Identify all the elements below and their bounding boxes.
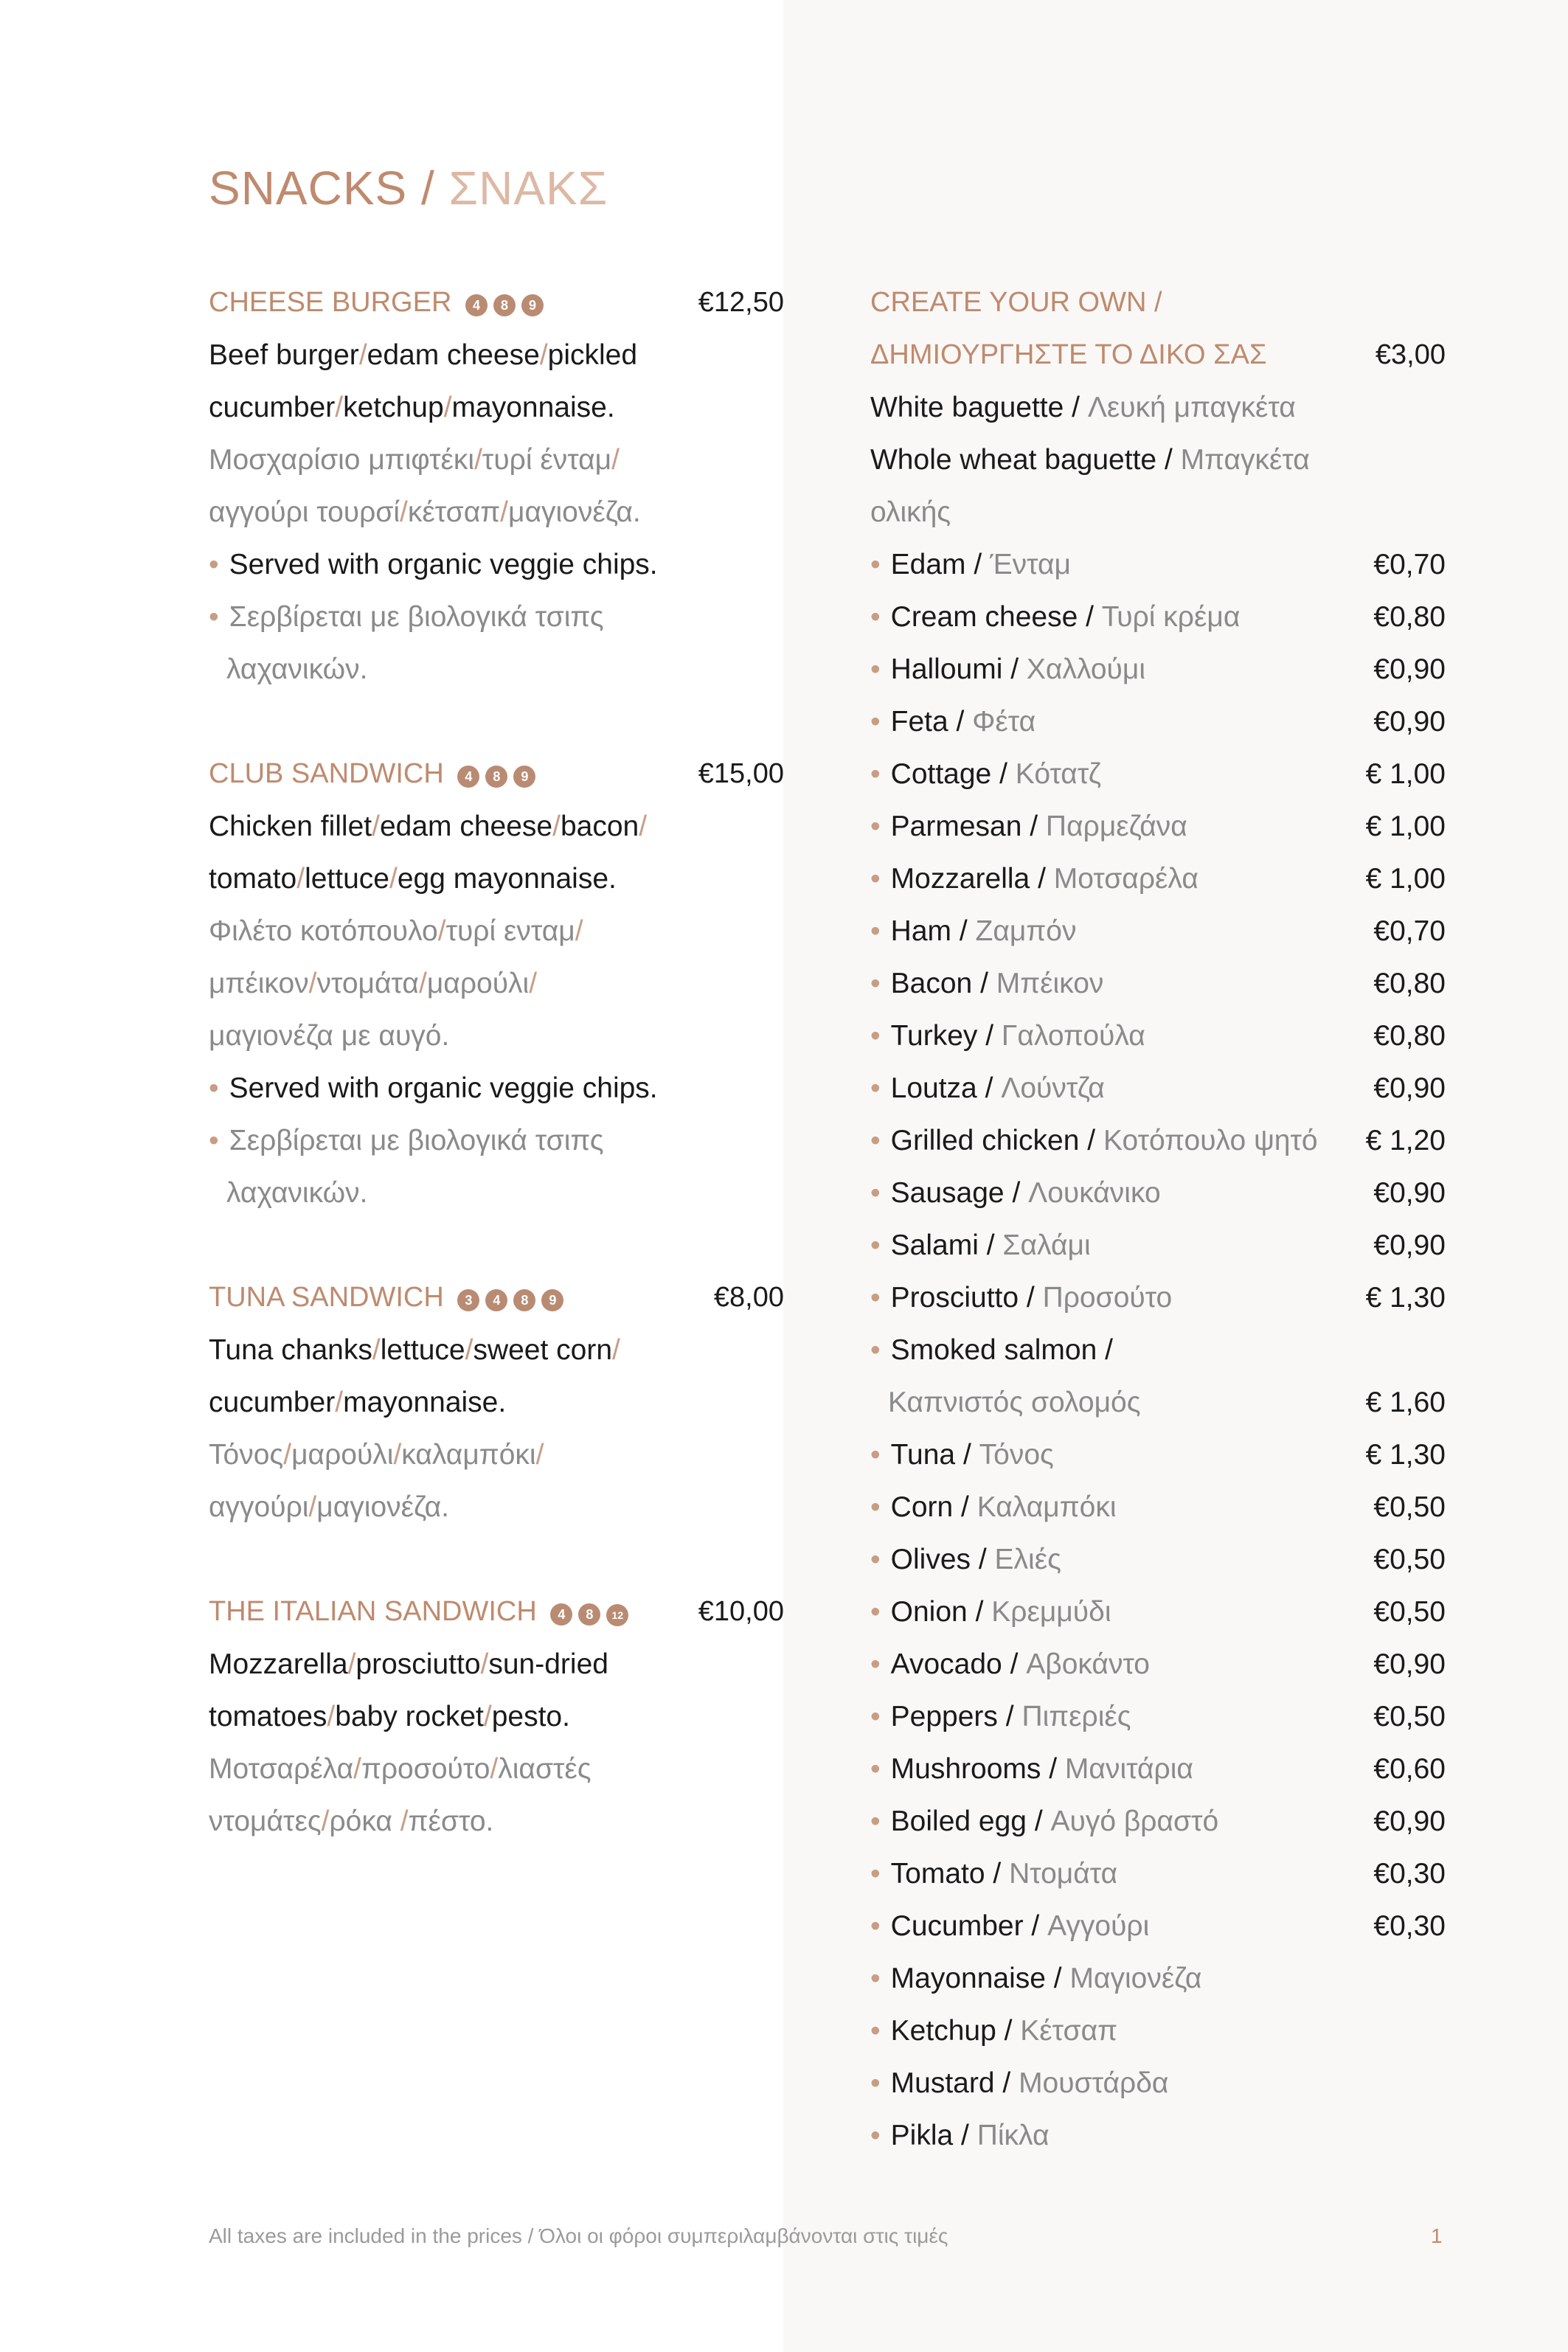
tuna-sandwich-price: €8,00 [713, 1282, 784, 1313]
tuna-sandwich-desc-en: Tuna chanks/lettuce/sweet corn/ [209, 1334, 620, 1366]
club-sandwich-desc-gr: Φιλέτο κοτόπουλο/τυρί ενταμ/ [209, 915, 583, 947]
footer-note: All taxes are included in the prices / Όλοι οι φόροι συμπεριλαμβάνονται στις τιμές [209, 2224, 948, 2247]
list-item: • Turkey / Γαλοπούλα €0,80 [870, 1020, 1446, 1052]
allergen-badges: 4 8 12 [550, 1584, 634, 1637]
list-item: • Mayonnaise / Μαγιονέζα [870, 1963, 1202, 1994]
list-item: • Salami / Σαλάμι €0,90 [870, 1229, 1446, 1261]
cheese-burger-heading: CHEESE BURGER 4 8 9 €12,50 [209, 277, 784, 329]
allergen-badges: 3 4 8 9 [457, 1270, 569, 1322]
list-item: • Cucumber / Αγγούρι €0,30 [870, 1910, 1446, 1942]
italian-sandwich-desc-gr: Μοτσαρέλα/προσούτο/λιαστές [209, 1753, 592, 1785]
list-item: • Peppers / Πιπεριές €0,50 [870, 1701, 1446, 1732]
list-item: • Grilled chicken / Κοτόπουλο ψητό € 1,20 [870, 1125, 1446, 1156]
club-sandwich-desc-en: Chicken fillet/edam cheese/bacon/ [209, 811, 648, 842]
allergen-badges: 4 8 9 [465, 275, 549, 327]
list-item: • Tuna / Τόνος € 1,30 [870, 1439, 1446, 1471]
white-baguette: White baguette / Λευκή μπαγκέτα [870, 392, 1296, 423]
cheese-burger-price: €12,50 [698, 287, 784, 318]
left-column: CHEESE BURGER 4 8 9 €12,50 Beef burger/edam cheese/pickled cucumber/ketchup/mayonnaise. Μοσχαρίσιο μπιφτέκι/τυρί ένταμ/ αγγούρι τουρσί/κέτσαπ/μαγιονέζα. • Served with organic veggie chips. • Σερβίρεται με βιολογικά τσιπς λαχανικών. CLUB SANDWICH 4 8 9 €15,00 Chicken fillet/edam cheese/bacon/ tomato/lettuce/egg mayonnaise. Φιλέτο κοτόπουλο/τυρί ενταμ/ μπέικον/ντομάτα/μαρούλι/ μαγιονέζα με αυγό. • Served with organic veggie chips. • Σερβίρεται με βιολογικά τσιπς λαχανικών. TUNA SANDWICH 3 4 8 9 €8,00 Tuna chanks/lettuce/sweet corn/ cucumber/mayonnaise. Τόνος/μαρούλι/καλαμπόκι/ αγγούρι/μαγιονέζα. THE ITALIAN SANDWICH 4 8 12 €10,00 Mozzarella/prosciutto/sun-dried tomatoes/baby rocket/pesto. Μοτσαρέλα/προσούτο/λιαστές ντομάτες/ρόκα /πέστο. [209, 277, 784, 1848]
extras-list-2 [870, 1429, 1446, 2162]
list-item: • Ham / Ζαμπόν €0,70 [870, 915, 1446, 947]
list-item: • Loutza / Λούντζα €0,90 [870, 1072, 1446, 1104]
italian-sandwich-desc-en: Mozzarella/prosciutto/sun-dried [209, 1648, 608, 1680]
create-your-own-heading: CREATE YOUR OWN / [870, 287, 1162, 318]
cheese-burger-served-en: • Served with organic veggie chips. [209, 549, 658, 580]
list-item: • Halloumi / Χαλλούμι €0,90 [870, 653, 1446, 685]
list-item: • Prosciutto / Προσούτο € 1,30 [870, 1282, 1446, 1314]
list-item: • Avocado / Αβοκάντο €0,90 [870, 1648, 1446, 1680]
club-sandwich-heading: CLUB SANDWICH 4 8 9 €15,00 [209, 748, 784, 800]
right-column: CREATE YOUR OWN / ΔΗΜΙΟΥΡΓΗΣΤΕ ΤΟ ΔΙΚΟ ΣΑΣ €3,00 White baguette / Λευκή μπαγκέτα Whole wheat baguette / Μπαγκέτα ολικής • Edam / Ένταμ €0,70 • Cream cheese / Τυρί κρέμα €0,80 • Halloumi / Χαλλούμι €0,90 • Feta / Φέτα €0,90 • Cottage / Κότατζ € 1,00 • Parmesan / Παρμεζάνα € 1,00 • Mozzarella / Μοτσαρέλα € 1,00 • Ham / Ζαμπόν €0,70 • Bacon / Μπέικον €0,80 • Turkey / Γαλοπούλα €0,80 • Loutza / Λούντζα €0,90 • Grilled chicken / Κοτόπουλο ψητό € 1,20 • Sausage / Λουκάνικο €0,90 • Salami / Σαλάμι €0,90 • Prosciutto / Προσούτο € 1,30 • Smoked salmon / Καπνιστός σολομός € 1,60 • Tuna / Τόνος € 1,30 • Corn / Καλαμπόκι €0,50 • Olives / Ελιές €0,50 • Onion / Κρεμμύδι €0,50 • Avocado / Αβοκάντο €0,90 • Peppers / Πιπεριές €0,50 • Mushrooms / Μανιτάρια €0,60 • Boiled egg / Αυγό βραστό €0,90 • Tomato / Ντομάτα €0,30 • Cucumber / Αγγούρι €0,30 • Mayonnaise / Μαγιονέζα • Ketchup / Κέτσαπ • Mustard / Μουστάρδα • Pikla / Πίκλα [870, 277, 1446, 2162]
cheese-burger-desc-gr: Μοσχαρίσιο μπιφτέκι/τυρί ένταμ/ [209, 444, 620, 476]
italian-sandwich-heading: THE ITALIAN SANDWICH 4 8 12 €10,00 [209, 1586, 784, 1638]
extras-list [870, 538, 1446, 1324]
club-sandwich-served-en: • Served with organic veggie chips. [209, 1072, 658, 1104]
list-item: • Feta / Φέτα €0,90 [870, 706, 1446, 738]
page-title: SNACKS / ΣΝΑΚΣ [209, 162, 608, 215]
list-item: • Parmesan / Παρμεζάνα € 1,00 [870, 811, 1446, 842]
list-item: • Cream cheese / Τυρί κρέμα €0,80 [870, 601, 1446, 633]
list-item: • Pikla / Πίκλα [870, 2120, 1050, 2151]
cheese-burger-served-gr: • Σερβίρεται με βιολογικά τσιπς [209, 601, 604, 633]
tuna-sandwich-desc-gr: Τόνος/μαρούλι/καλαμπόκι/ [209, 1439, 544, 1471]
list-item: • Mozzarella / Μοτσαρέλα € 1,00 [870, 863, 1446, 895]
list-item: • Mustard / Μουστάρδα [870, 2067, 1169, 2099]
list-item: • Ketchup / Κέτσαπ [870, 2015, 1118, 2047]
list-item: • Bacon / Μπέικον €0,80 [870, 968, 1446, 999]
list-item: • Sausage / Λουκάνικο €0,90 [870, 1177, 1446, 1209]
list-item: • Mushrooms / Μανιτάρια €0,60 [870, 1753, 1446, 1785]
tuna-sandwich-heading: TUNA SANDWICH 3 4 8 9 €8,00 [209, 1272, 784, 1324]
list-item: • Tomato / Ντομάτα €0,30 [870, 1858, 1446, 1890]
italian-sandwich-price: €10,00 [698, 1596, 784, 1627]
base-price: €3,00 [1375, 339, 1446, 370]
list-item: • Olives / Ελιές €0,50 [870, 1544, 1446, 1575]
whole-wheat-baguette: Whole wheat baguette / Μπαγκέτα [870, 444, 1310, 476]
list-item: • Onion / Κρεμμύδι €0,50 [870, 1596, 1446, 1628]
list-item: • Corn / Καλαμπόκι €0,50 [870, 1491, 1446, 1523]
list-item: • Smoked salmon / [870, 1334, 1113, 1366]
club-sandwich-price: €15,00 [698, 758, 784, 789]
list-item: • Cottage / Κότατζ € 1,00 [870, 758, 1446, 790]
page-number: 1 [1431, 2224, 1443, 2247]
allergen-badges: 4 8 9 [457, 746, 541, 799]
club-sandwich-served-gr: • Σερβίρεται με βιολογικά τσιπς [209, 1125, 604, 1156]
list-item: • Boiled egg / Αυγό βραστό €0,90 [870, 1805, 1446, 1837]
list-item: • Edam / Ένταμ €0,70 [870, 549, 1446, 580]
cheese-burger-desc-en: Beef burger/edam cheese/pickled [209, 339, 638, 371]
